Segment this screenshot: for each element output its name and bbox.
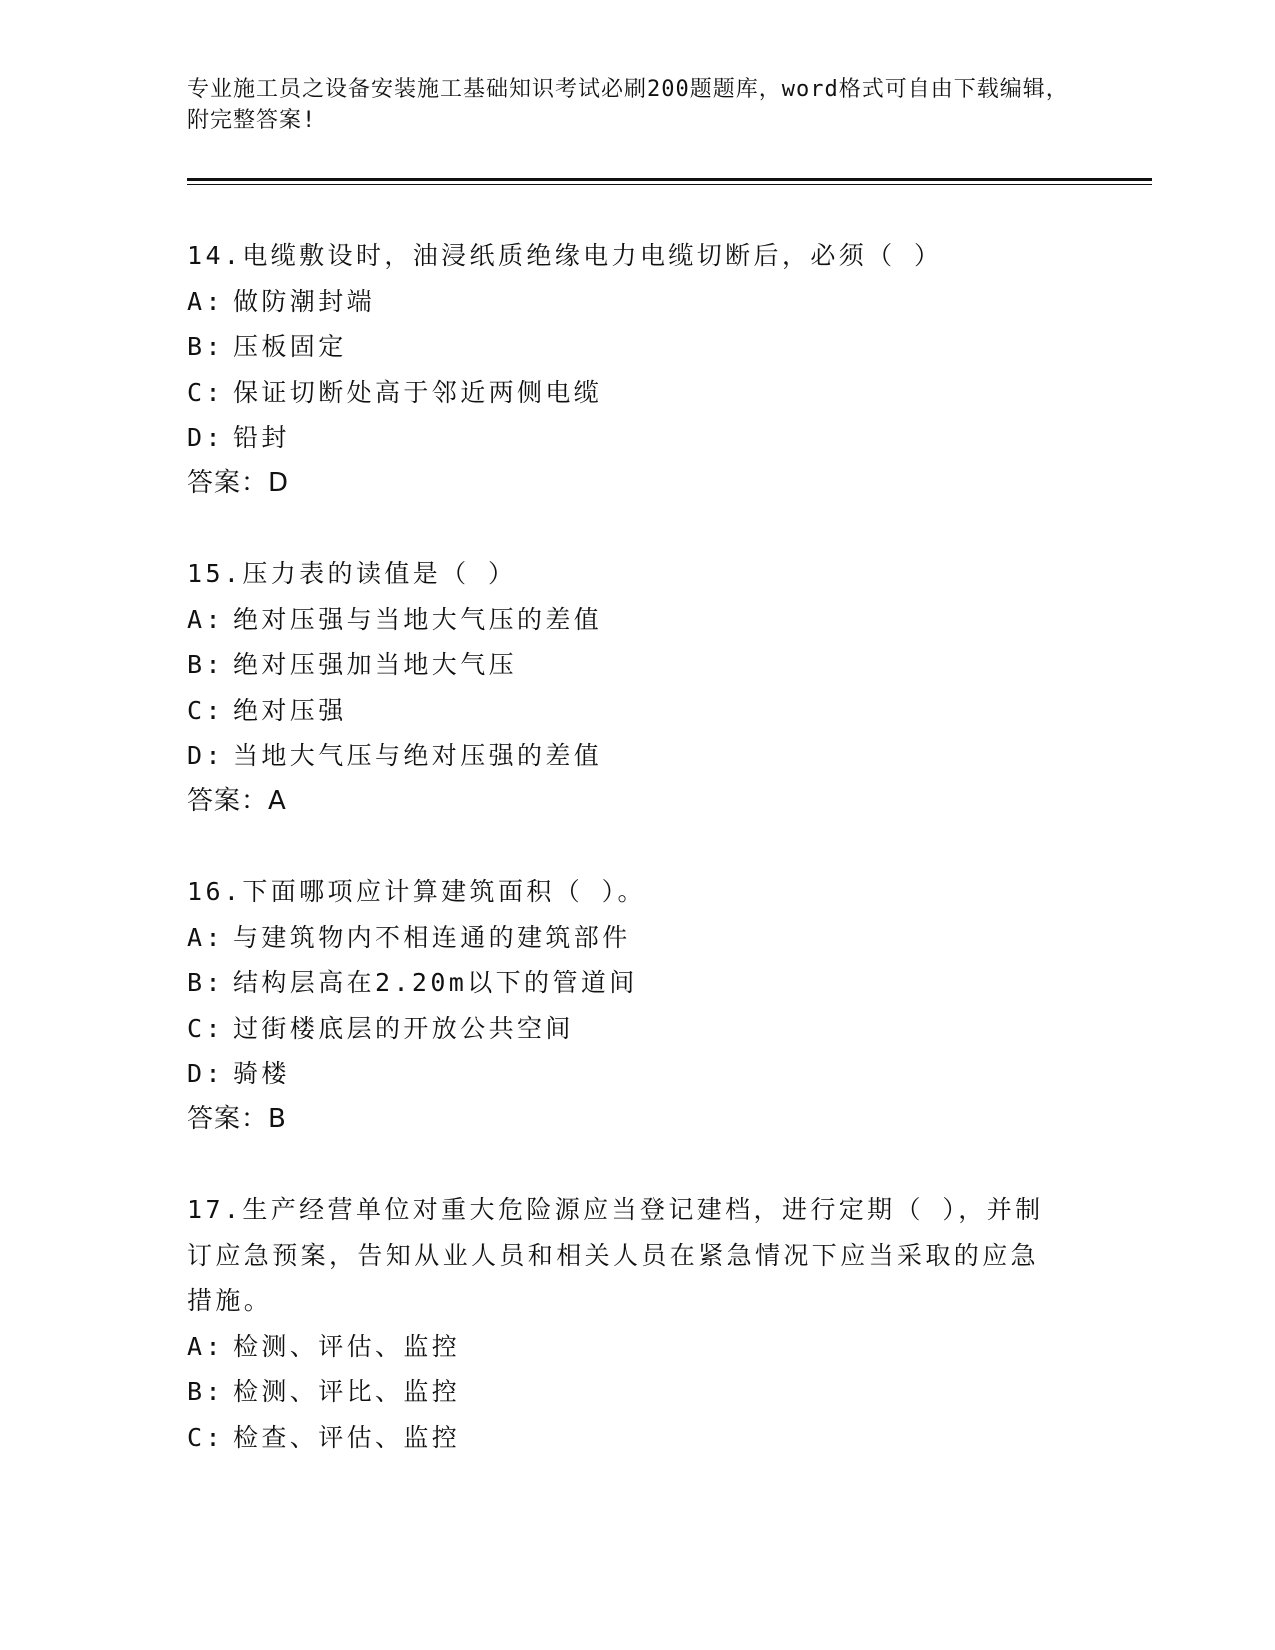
option-text: 骑楼: [233, 1059, 290, 1088]
option-letter: D:: [187, 741, 224, 770]
option-letter: B:: [187, 1377, 224, 1406]
option-c: [187, 1415, 1057, 1461]
question-16: [187, 869, 1057, 1142]
option-a: [187, 915, 1057, 961]
option-b: [187, 960, 1057, 1006]
option-letter: B:: [187, 968, 224, 997]
option-text: 绝对压强: [233, 695, 347, 725]
answer-line: 答案：A: [187, 785, 287, 816]
option-d: [187, 415, 1057, 461]
option-letter: D:: [187, 423, 224, 452]
option-a: [187, 1324, 1057, 1370]
option-c: [187, 370, 1057, 416]
option-text: 绝对压强与当地大气压的差值: [233, 604, 603, 634]
question-stem: 17.生产经营单位对重大危险源应当登记建档，进行定期（ ），并制订应急预案，告知从业人员和相关人员在紧急情况下应当采取的应急措施。: [187, 1195, 1044, 1315]
option-d: [187, 733, 1057, 779]
answer-line: 答案：B: [187, 1103, 287, 1134]
option-letter: C:: [187, 377, 224, 407]
option-text: 当地大气压与绝对压强的差值: [233, 741, 603, 770]
option-text: 压板固定: [233, 332, 347, 361]
option-text: 保证切断处高于邻近两侧电缆: [233, 377, 603, 407]
option-c: [187, 1006, 1057, 1052]
option-text: 检测、评比、监控: [233, 1377, 461, 1406]
option-text: 做防潮封端: [233, 286, 376, 316]
option-c: [187, 688, 1057, 734]
option-letter: C:: [187, 695, 224, 725]
question-list: [187, 233, 1057, 1505]
option-b: [187, 642, 1057, 688]
option-text: 检查、评估、监控: [233, 1422, 461, 1452]
question-stem: 16.下面哪项应计算建筑面积（ ）。: [187, 877, 646, 906]
header-rule-thin: [187, 184, 1152, 185]
option-a: [187, 279, 1057, 325]
option-text: 检测、评估、监控: [233, 1331, 461, 1361]
question-14: [187, 233, 1057, 506]
option-letter: A:: [187, 286, 224, 316]
option-b: [187, 324, 1057, 370]
option-text: 结构层高在2.20m以下的管道间: [233, 968, 638, 997]
option-letter: D:: [187, 1059, 224, 1088]
option-letter: A:: [187, 1331, 224, 1361]
option-letter: B:: [187, 650, 224, 679]
header-rule-thick: [187, 178, 1152, 181]
option-a: [187, 597, 1057, 643]
option-letter: C:: [187, 1013, 224, 1043]
option-letter: A:: [187, 604, 224, 634]
question-17: [187, 1187, 1057, 1460]
document-header: 专业施工员之设备安装施工基础知识考试必刷200题题库，word格式可自由下载编辑，附完整答案!: [187, 77, 1069, 133]
option-d: [187, 1051, 1057, 1097]
option-text: 铅封: [233, 423, 290, 452]
option-letter: B:: [187, 332, 224, 361]
option-text: 绝对压强加当地大气压: [233, 650, 518, 679]
question-15: [187, 551, 1057, 824]
question-stem: 14.电缆敷设时，油浸纸质绝缘电力电缆切断后，必须（ ）: [187, 241, 943, 270]
option-b: [187, 1369, 1057, 1415]
option-text: 与建筑物内不相连通的建筑部件: [233, 922, 631, 952]
answer-line: 答案：D: [187, 467, 290, 498]
option-letter: C:: [187, 1422, 224, 1452]
option-text: 过街楼底层的开放公共空间: [233, 1013, 574, 1043]
option-letter: A:: [187, 922, 224, 952]
question-stem: 15.压力表的读值是（ ）: [187, 559, 517, 588]
